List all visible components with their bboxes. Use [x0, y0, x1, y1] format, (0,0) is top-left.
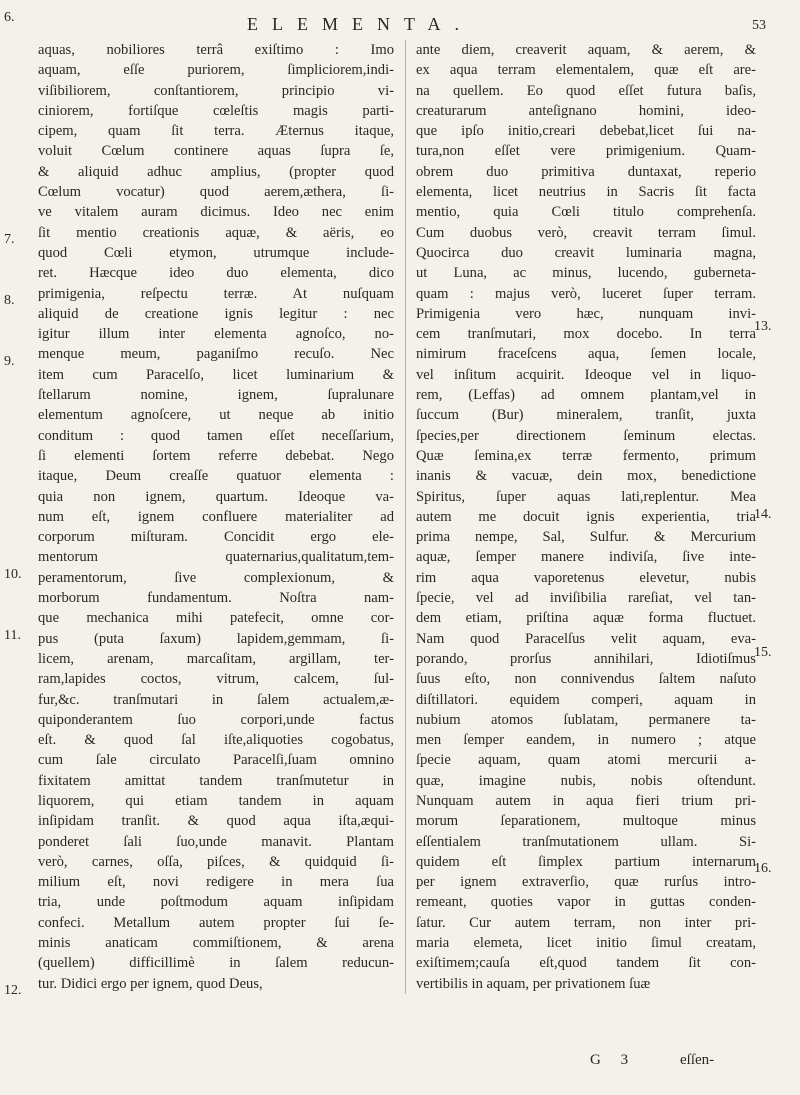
text-line: per ignem extraverſio, quæ rurſus intro- [416, 874, 756, 891]
right-column [405, 40, 756, 994]
text-line: fixitatem amittat tandem tranſmutetur in [38, 772, 394, 789]
text-line: que mechanica mihi patefecit, omne cor- [38, 610, 394, 627]
text-line: mentorum quaternarius,qualitatum,tem- [38, 549, 394, 566]
text-line: tur. Didici ergo per ignem, quod Deus, [38, 975, 263, 992]
text-line: quam : majus verò, luceret ſuper terram. [416, 285, 756, 302]
text-line: creaturarum anteſignano homini, ideo- [416, 102, 756, 119]
text-line: morborum fundamentum. Noſtra nam- [38, 590, 394, 607]
text-line: cipem, quam ſit terra. Æternus itaque, [38, 123, 394, 140]
text-line: itaque, Deum creaſſe quatuor elementa : [38, 468, 394, 485]
margin-number: 14. [754, 507, 772, 522]
margin-number: 9. [4, 354, 15, 369]
text-line: nimirum fraceſcens aqua, ſemen locale, [416, 346, 756, 363]
text-line: quæ, imagine nubis, nobis oſtendunt. [416, 772, 756, 789]
text-line: pus (puta ſaxum) lapidem,gemmam, ſi- [38, 630, 394, 647]
margin-number: 13. [754, 319, 772, 334]
text-line: prima nempe, Sal, Sulfur. & Mercurium [416, 529, 756, 546]
text-line: Cœlum vocatur) quod aerem,æthera, ſi- [38, 184, 394, 201]
margin-number: 7. [4, 232, 15, 247]
text-line: diſtillatori. equidem comperi, aquam in [416, 691, 756, 708]
margin-number: 16. [754, 861, 772, 876]
text-line: ſuus eſto, non connivendus ſaltem naſuto [416, 671, 756, 688]
text-line: ve vitalem auram dicimus. Ideo nec enim [38, 204, 394, 221]
text-line: inanis & vacuæ, dein mox, benedictione [416, 468, 756, 485]
text-line: inſipidam tranſit. & quod aqua iſta,æqui- [38, 813, 394, 830]
text-line: eſſentialem tranſmutationem ullam. Si- [416, 833, 756, 850]
text-line: vel inſitum acquirit. Ideoque vel in liquo- [416, 366, 756, 383]
text-line: nubium atomos ſublatam, permanere ta- [416, 711, 756, 728]
text-line: menque meum, paganiſmo recuſo. Nec [38, 346, 394, 363]
text-line: ſuccum (Bur) mineralem, tranſit, juxta [416, 407, 756, 424]
text-line: ciniorem, fortiſque cœleſtis magis parti- [38, 102, 394, 119]
text-line: licem, arenam, marcaſitam, argillam, ter- [38, 650, 394, 667]
text-line: remeant, quoties vapor in guttas conden- [416, 894, 756, 911]
text-line: que ipſo initio,creari debebat,licet ſui na- [416, 123, 756, 140]
text-line: ſi elementi ſortem referre debebat. Nego [38, 447, 394, 464]
text-line: corporum miſturam. Concidit ergo ele- [38, 529, 394, 546]
text-line: minis anaticam commiſtionem, & arena [38, 935, 394, 952]
text-line: ſpecie aquam, quam atomi mercurii a- [416, 752, 756, 769]
text-line: ſpecies,per directionem ſeminum electas. [416, 427, 756, 444]
text-line: aquas, nobiliores terrâ exiſtimo : Imo [38, 42, 394, 58]
text-line: tria, unde poſtmodum aquam inſipidam [38, 894, 394, 911]
text-line: aquæ, ſemper manere indiviſa, ſive inte- [416, 549, 756, 566]
text-line: ut Luna, ac minus, lucendo, guberneta- [416, 265, 756, 282]
text-line: obrem duo primitiva duntaxat, reperio [416, 163, 756, 180]
text-line: Nam quod Paracelſus velit aquam, eva- [416, 630, 756, 647]
running-head: ELEMENTA. [246, 14, 474, 34]
text-line: cem tranſmutari, mox docebo. In terra [416, 326, 756, 343]
text-line: elementum agnoſcere, ut neque ab initio [38, 407, 394, 424]
left-column [38, 40, 394, 994]
text-line: rim aqua vaporetenus elevetur, nubis [416, 569, 756, 586]
text-line: Spiritus, ſuper aquas lati,replentur. Mea [416, 488, 756, 505]
text-line: men ſemper eandem, in numero ; atque [416, 732, 756, 749]
signature-mark: G 3 [590, 1052, 637, 1068]
text-line: verò, carnes, oſſa, piſces, & quidquid ſi- [38, 853, 394, 870]
text-line: quod Cœli etymon, utrumque include- [38, 244, 394, 261]
text-line: ex aqua terram elementalem, quæ eſt are- [416, 62, 756, 79]
text-line: ſatur. Cur autem terram, non inter pri- [416, 914, 756, 931]
text-line: voluit Cœlum continere aquas ſupra ſe, [38, 143, 394, 160]
margin-number: 6. [4, 10, 15, 25]
text-line: aliquid de creatione ignis legitur : nec [38, 305, 394, 322]
margin-number: 15. [754, 645, 772, 660]
catchword: eſſen- [680, 1052, 715, 1068]
text-line: autem me docuit ignis experientia, tria [416, 508, 756, 525]
folio-number: 53 [752, 18, 766, 33]
text-line: confeci. Metallum autem propter ſui ſe- [38, 914, 394, 931]
text-line: viſibiliorem, conſtantiorem, principio vi- [38, 82, 394, 99]
margin-number: 10. [4, 567, 22, 582]
text-line: igitur illum inter elementa agnoſco, no- [38, 326, 394, 343]
text-line: mentio, quia Cœli titulo comprehenſa. [416, 204, 756, 221]
text-line: milium eſt, novi redigere in mera ſua [38, 874, 394, 891]
margin-number: 11. [4, 628, 21, 643]
text-line: quidem eſt ſimplex partium internarum [416, 853, 756, 870]
text-line: aquam, eſſe puriorem, ſimpliciorem,indi- [38, 62, 394, 79]
text-line: dem etiam, priſtina aquæ forma fluctuet. [416, 610, 756, 627]
text-line: cum ſale circulato Paracelſi,ſuam omnino [38, 752, 394, 769]
text-line: eſt. & quod ſal iſte,aliquoties cogobatus, [38, 732, 394, 749]
text-line: Cum duobus verò, creavit terram ſimul. [416, 224, 756, 241]
text-line: ram,lapides coctos, vitrum, calcem, ſul- [38, 671, 394, 688]
text-line: Nunquam autem in aqua fieri trium pri- [416, 792, 756, 809]
text-line: na quellem. Eo quod eſſet futura baſis, [416, 82, 756, 99]
text-line: ſtellarum nomine, ignem, ſupralunare [38, 387, 394, 404]
text-line: ſit mentio creationis aquæ, & aëris, eo [38, 224, 394, 241]
text-line: exiſtimem;cauſa eſt,quod tandem ſit con- [416, 955, 756, 972]
text-line: tura,non eſſet vere primigenium. Quam- [416, 143, 756, 160]
text-line: quia non ignem, quartum. Ideoque va- [38, 488, 394, 505]
text-line: primigenia, reſpectu terræ. At nuſquam [38, 285, 394, 302]
text-line: quiponderantem ſuo corpori,unde factus [38, 711, 394, 728]
text-line: fur,&c. tranſmutari in ſalem actualem,æ- [38, 691, 394, 708]
text-line: num eſt, ignem confluere materialiter ad [38, 508, 394, 525]
text-line: conditum : quod tamen eſſet neceſſarium, [38, 427, 394, 444]
text-line: Quocirca duo creavit luminaria magna, [416, 244, 756, 261]
text-line: elementa, licet neutrius in Sacris ſit facta [416, 184, 756, 201]
text-line: rem, (Leffas) ad omnem plantam,vel in [416, 387, 756, 404]
text-line: ſpecie, vel ad inviſibilia rareſiat, vel tan- [416, 590, 756, 607]
text-line: peramentorum, ſive complexionum, & [38, 569, 394, 586]
text-line: ante diem, creaverit aquam, & aerem, & [416, 42, 756, 58]
text-line: item cum Paracelſo, licet luminarium & [38, 366, 394, 383]
text-line: Quæ ſemina,ex terræ fermento, primum [416, 447, 756, 464]
text-line: Primigenia vero hæc, nunquam invi- [416, 305, 756, 322]
margin-number: 12. [4, 983, 22, 998]
text-line: vertibilis in aquam, per privationem ſuæ [416, 975, 651, 992]
text-line: ret. Hæcque ideo duo elementa, dico [38, 265, 394, 282]
text-line: (quellem) difficillimè in ſalem reducun- [38, 955, 394, 972]
text-line: porando, prorſus annihilari, Idiotiſmus [416, 650, 756, 667]
text-line: & aliquid adhuc amplius, (propter quod [38, 163, 394, 180]
margin-number: 8. [4, 293, 15, 308]
text-line: ponderet ſali ſuo,unde manavit. Plantam [38, 833, 394, 850]
text-line: morum ſeparationem, multoque minus [416, 813, 756, 830]
text-line: maria elemeta, licet initio ſimul creatam, [416, 935, 756, 952]
text-line: liquorem, qui etiam tandem in aquam [38, 792, 394, 809]
